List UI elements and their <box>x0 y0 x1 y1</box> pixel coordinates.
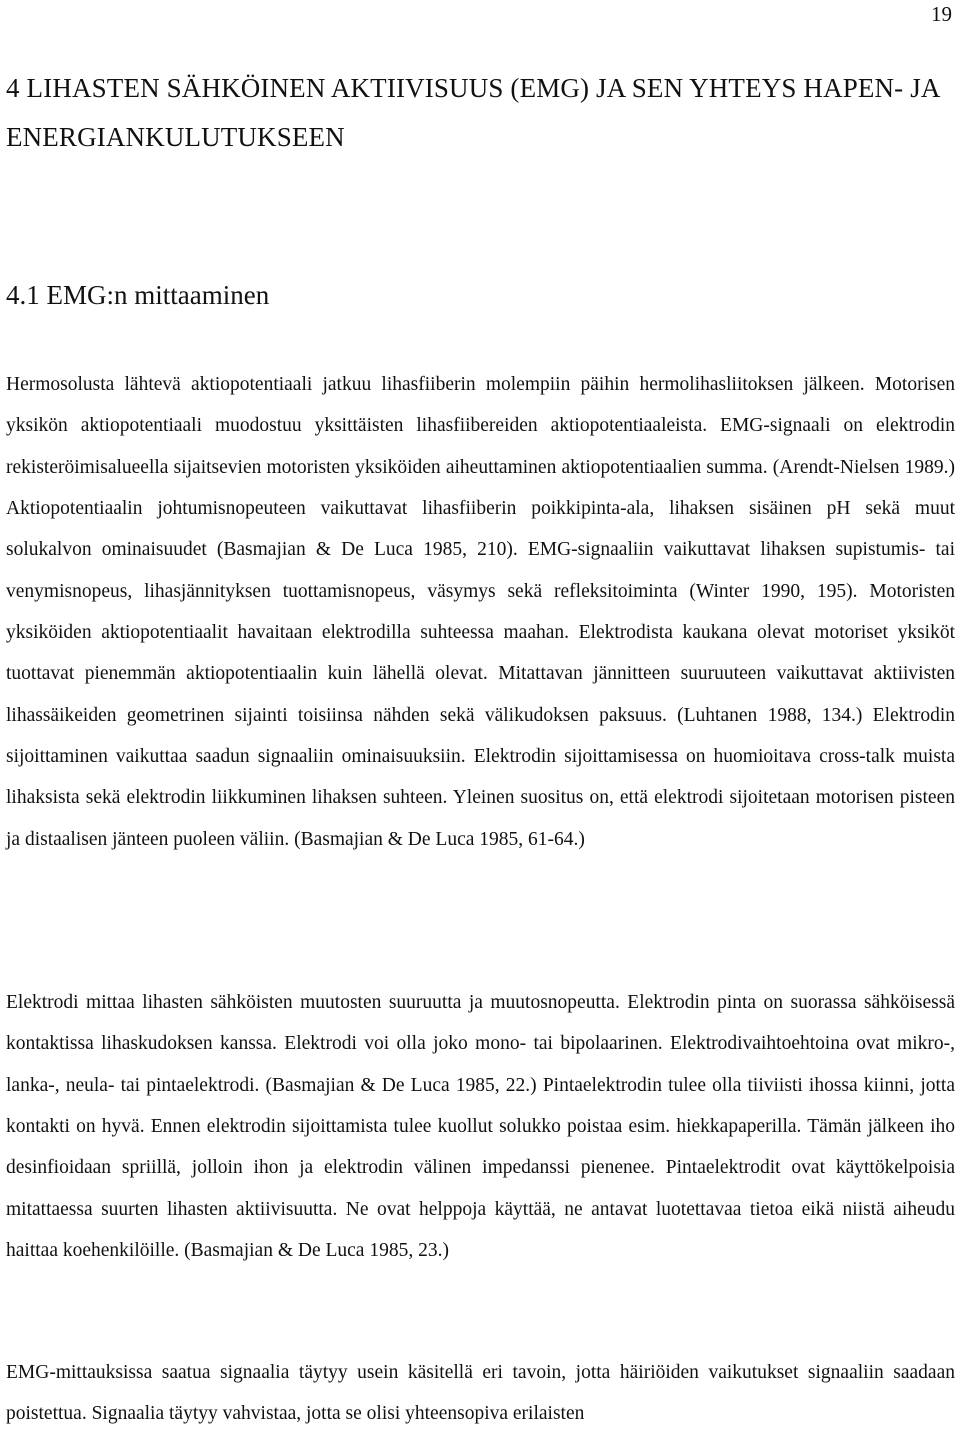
chapter-heading: 4 LIHASTEN SÄHKÖINEN AKTIIVISUUS (EMG) JA SEN YHTEYS HAPEN- JA ENERGIANKULUTUKSEEN <box>6 73 940 152</box>
paragraph-signal-processing: EMG-mittauksissa saatua signaalia täytyy usein käsitellä eri tavoin, jotta häiriöiden vaikutukset signaaliin saadaan poistettua. Signaalia täytyy vahvistaa, jotta se olisi yhteensopiva erilaisten <box>6 1362 955 1425</box>
section-heading: 4.1 EMG:n mittaaminen <box>6 280 270 310</box>
page-number: 19 <box>931 2 952 26</box>
paragraph-electrodes: Elektrodi mittaa lihasten sähköisten muutosten suuruutta ja muutosnopeutta. Elektrodin pinta on suorassa sähköisessä kontaktissa lihaskudoksen kanssa. Elektrodi voi olla joko mono- tai bipolaarinen. Elektrodivaihtoehtoina ovat mikro-, lanka-, neula- tai pintaelektrodi. (Basmajian & De Luca 1985, 22.) Pintaelektrodin tulee olla tiiviisti ihossa kiinni, jotta kontakti on hyvä. Ennen elektrodin sijoittamista tulee kuollut solukko poistaa esim. hiekkapaperilla. Tämän jälkeen iho desinfioidaan spriillä, jolloin ihon ja elektrodin välinen impedanssi pienenee. Pintaelektrodit ovat käyttökelpoisia mitattaessa suurten lihasten aktiivisuutta. Ne ovat helppoja käyttää, ne antavat luotettavaa tietoa eikä niistä aiheudu haittaa koehenkilöille. (Basmajian & De Luca 1985, 23.) <box>6 992 955 1262</box>
paragraph-emg-signal: Hermosolusta lähtevä aktiopotentiaali jatkuu lihasfiiberin molempiin päihin hermolihasliitoksen jälkeen. Motorisen yksikön aktiopotentiaali muodostuu yksittäisten lihasfiibereiden aktiopotentiaaleista. EMG-signaali on elektrodin rekisteröimisalueella sijaitsevien motoristen yksiköiden aiheuttaminen aktiopotentiaalien summa. (Arendt-Nielsen 1989.) Aktiopotentiaalin johtumisnopeuteen vaikuttavat lihasfiiberin poikkipinta-ala, lihaksen sisäinen pH sekä muut solukalvon ominaisuudet (Basmajian & De Luca 1985, 210). EMG-signaaliin vaikuttavat lihaksen supistumis- tai venymisnopeus, lihasjännityksen tuottamisnopeus, väsymys sekä refleksitoiminta (Winter 1990, 195). Motoristen yksiköiden aktiopotentiaalit havaitaan elektrodilla suhteessa maahan. Elektrodista kaukana olevat motoriset yksiköt tuottavat pienemmän aktiopotentiaalin kuin lähellä olevat. Mitattavan jännitteen suuruuteen vaikuttavat aktiivisten lihassäikeiden geometrinen sijainti toisiinsa nähden sekä välikudoksen paksuus. (Luhtanen 1988, 134.) Elektrodin sijoittaminen vaikuttaa saadun signaaliin ominaisuuksiin. Elektrodin sijoittamisessa on huomioitava cross-talk muista lihaksista sekä elektrodin liikkuminen lihaksen suhteen. Yleinen suositus on, että elektrodi sijoitetaan motorisen pisteen ja distaalisen jänteen puoleen väliin. (Basmajian & De Luca 1985, 61-64.) <box>6 374 955 850</box>
